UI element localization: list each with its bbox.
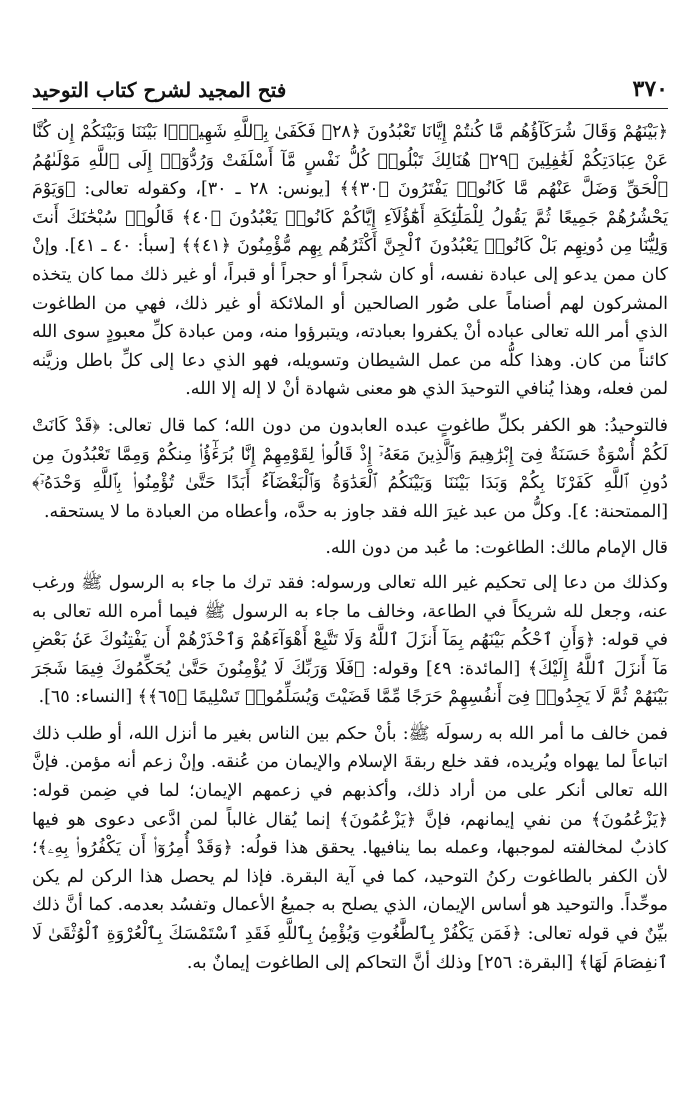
page-number: ٣٧٠	[632, 76, 668, 102]
running-header	[32, 70, 668, 109]
paragraph-5: فمن خالف ما أمر الله به رسولَه ﷺ: بأنْ حكم بين الناس بغير ما أنزل الله، أو طلب ذلك اتباعاً لما يهواه ويُريده، فقد خلع ربقةَ الإسلام والإيمان من عُنقه. وإنْ زعم أنه مؤمن. فإنَّ الله تعالى أنكر على من أراد ذلك، وأكذبهم في زعمهم الإيمان؛ لما في ضِمن قوله: ﴿يَزْعُمُونَ﴾ من نفي إيمانهم، فإنَّ ﴿يَزْعُمُونَ﴾ إنما يُقال غالباً لمن ادَّعى دعوى هو فيها كاذبٌ لمخالفته لموجبها، وعمله بما ينافيها. يحقق هذا قولُه: ﴿وَقَدْ أُمِرُوٓا۟ أَن يَكْفُرُوا۟ بِهِۦ﴾؛ لأن الكفر بالطاغوت ركنُ التوحيد، كما في آية البقرة. فإذا لم يحصل هذا الركن لم يكن موحِّداً. والتوحيد هو أساس الإيمان، الذي يصلح به جميعُ الأعمال وتفسُد بعدمه. كما أنَّ ذلك بيِّنٌ في قوله تعالى: ﴿فَمَن يَكْفُرْ بِٱلطَّٰغُوتِ وَيُؤْمِنۢ بِٱللَّهِ فَقَدِ ٱسْتَمْسَكَ بِٱلْعُرْوَةِ ٱلْوُثْقَىٰ لَا ٱنفِصَامَ لَهَا﴾ [البقرة: ٢٥٦] وذلك أنَّ التحاكم إلى الطاغوت إيمانٌ به.	[32, 723, 668, 973]
page-body	[32, 118, 668, 985]
paragraph-4: وكذلك من دعا إلى تحكيم غير الله تعالى ورسوله: فقد ترك ما جاء به الرسول ﷺ ورغب عنه، وجعل لله شريكاً في الطاعة، وخالف ما جاء به الرسول ﷺ فيما أمره الله تعالى به في قوله: ﴿وَأَنِ ٱحْكُم بَيْنَهُم بِمَآ أَنزَلَ ٱللَّهُ وَلَا تَتَّبِعْ أَهْوَآءَهُمْ وَٱحْذَرْهُمْ أَن يَفْتِنُوكَ عَنۢ بَعْضِ مَآ أَنزَلَ ٱللَّهُ إِلَيْكَ﴾ [المائدة: ٤٩] وقوله: ﴿فَلَا وَرَبِّكَ لَا يُؤْمِنُونَ حَتَّىٰ يُحَكِّمُوكَ فِيمَا شَجَرَ بَيْنَهُمْ ثُمَّ لَا يَجِدُوا۟ فِىٓ أَنفُسِهِمْ حَرَجًا مِّمَّا قَضَيْتَ وَيُسَلِّمُوا۟ تَسْلِيمًا ﴿٦٥﴾﴾ [النساء: ٦٥].	[32, 572, 668, 708]
paragraph-2: فالتوحيدُ: هو الكفر بكلِّ طاغوتٍ عبده العابدون من دون الله؛ كما قال تعالى: ﴿قَدْ كَانَتْ لَكُمْ أُسْوَةٌ حَسَنَةٌ فِىٓ إِبْرَٰهِيمَ وَٱلَّذِينَ مَعَهُۥٓ إِذْ قَالُوا۟ لِقَوْمِهِمْ إِنَّا بُرَءَٰٓؤُا۟ مِنكُمْ وَمِمَّا تَعْبُدُونَ مِن دُونِ ٱللَّهِ كَفَرْنَا بِكُمْ وَبَدَا بَيْنَنَا وَبَيْنَكُمُ ٱلْعَدَٰوَةُ وَٱلْبَغْضَآءُ أَبَدًا حَتَّىٰ تُؤْمِنُوا۟ بِٱللَّهِ وَحْدَهُۥٓ﴾ [الممتحنة: ٤]. وكلُّ من عبد غيرَ الله فقد جاوز به حدَّه، وأعطاه من العبادة ما لا يستحقه.	[32, 415, 668, 522]
book-title: فتح المجيد لشرح كتاب التوحيد	[32, 78, 287, 102]
paragraph-1: ﴿بَيْنَهُمْ وَقَالَ شُرَكَآؤُهُم مَّا كُنتُمْ إِيَّانَا تَعْبُدُونَ ﴿٢٨﴾ فَكَفَىٰ بِٱللَّهِ شَهِيدًۢا بَيْنَنَا وَبَيْنَكُمْ إِن كُنَّا عَنْ عِبَادَتِكُمْ لَغَٰفِلِينَ ﴿٢٩﴾ هُنَالِكَ تَبْلُوا۟ كُلُّ نَفْسٍ مَّآ أَسْلَفَتْ وَرُدُّوٓا۟ إِلَى ٱللَّهِ مَوْلَىٰهُمُ ٱلْحَقِّ وَضَلَّ عَنْهُم مَّا كَانُوا۟ يَفْتَرُونَ ﴿٣٠﴾﴾ [يونس: ٢٨ ـ ٣٠]، وكقوله تعالى: ﴿وَيَوْمَ يَحْشُرُهُمْ جَمِيعًا ثُمَّ يَقُولُ لِلْمَلَٰٓئِكَةِ أَهَٰٓؤُلَآءِ إِيَّاكُمْ كَانُوا۟ يَعْبُدُونَ ﴿٤٠﴾ قَالُوا۟ سُبْحَٰنَكَ أَنتَ وَلِيُّنَا مِن دُونِهِم بَلْ كَانُوا۟ يَعْبُدُونَ ٱلْجِنَّ أَكْثَرُهُم بِهِم مُّؤْمِنُونَ ﴿٤١﴾﴾ [سبأ: ٤٠ ـ ٤١]. وإنْ كان ممن يدعو إلى عبادة نفسه، أو كان شجراً أو حجراً أو قبراً، أو غير ذلك مما كان يتخذه المشركون لهم أصناماً على صُور الصالحين أو الملائكة أو غير ذلك، فهي من الطاغوت الذي أمر الله تعالى عباده أنْ يكفروا بعبادته، ويتبرؤوا منه، ومن عبادة كلِّ معبودٍ سوى الله كائناً من كان. وهذا كلُّه من عمل الشيطان وتسويله، فهو الذي دعا إلى كلِّ باطل وزيَّنه لمن فعله، وهذا يُنافي التوحيدَ الذي هو معنى شهادة أنْ لا إله إلا الله.	[32, 122, 669, 400]
paragraph-3: قال الإمام مالك: الطاغوت: ما عُبد من دون الله.	[325, 538, 668, 559]
